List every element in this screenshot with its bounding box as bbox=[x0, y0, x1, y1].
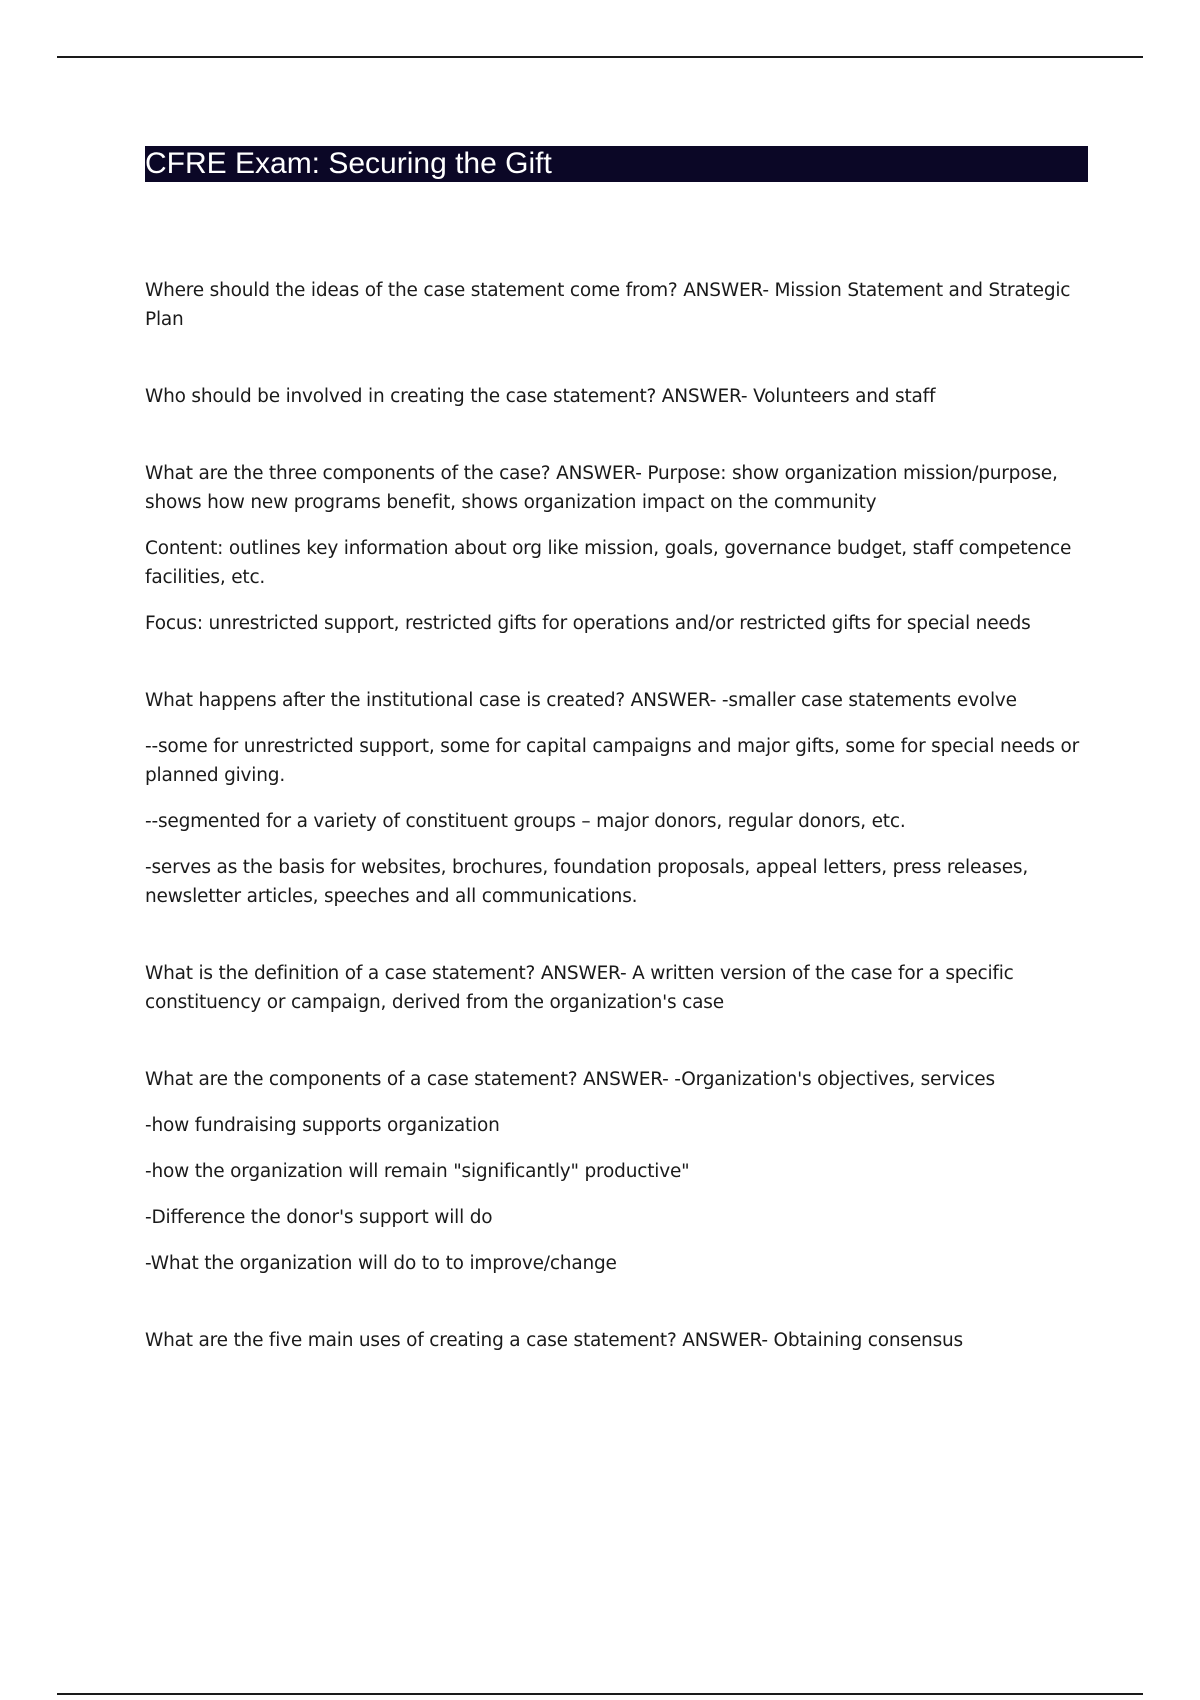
document-title: CFRE Exam: Securing the Gift bbox=[145, 146, 1088, 182]
qa-paragraph: Where should the ideas of the case statement come from? ANSWER- Mission Statement and Strategic Plan bbox=[145, 280, 1071, 330]
qa-paragraph: -Difference the donor's support will do bbox=[145, 1207, 493, 1228]
qa-item bbox=[145, 382, 1088, 411]
qa-paragraph: What are the components of a case statement? ANSWER- -Organization's objectives, services bbox=[145, 1069, 995, 1090]
qa-item bbox=[145, 1065, 1088, 1278]
qa-paragraph: --segmented for a variety of constituent groups – major donors, regular donors, etc. bbox=[145, 811, 906, 832]
qa-list bbox=[145, 276, 1088, 1355]
qa-item bbox=[145, 459, 1088, 638]
qa-paragraph: --some for unrestricted support, some for capital campaigns and major gifts, some for special needs or planned giving. bbox=[145, 736, 1080, 786]
qa-item bbox=[145, 276, 1088, 334]
header-rule bbox=[57, 56, 1143, 58]
qa-paragraph: Content: outlines key information about org like mission, goals, governance budget, staff competence facilities, etc. bbox=[145, 538, 1072, 588]
qa-item bbox=[145, 959, 1088, 1017]
footer-rule bbox=[57, 1693, 1143, 1695]
qa-item bbox=[145, 1326, 1088, 1355]
document-body bbox=[145, 146, 1088, 1403]
qa-paragraph: Focus: unrestricted support, restricted gifts for operations and/or restricted gifts for special needs bbox=[145, 613, 1031, 634]
qa-paragraph: What happens after the institutional case is created? ANSWER- -smaller case statements evolve bbox=[145, 690, 1017, 711]
qa-paragraph: What are the five main uses of creating a case statement? ANSWER- Obtaining consensus bbox=[145, 1330, 963, 1351]
qa-paragraph: Who should be involved in creating the case statement? ANSWER- Volunteers and staff bbox=[145, 386, 936, 407]
qa-paragraph: -What the organization will do to to improve/change bbox=[145, 1253, 617, 1274]
qa-paragraph: What is the definition of a case statement? ANSWER- A written version of the case for a specific constituency or campaign, derived from the organization's case bbox=[145, 963, 1014, 1013]
qa-paragraph: -how fundraising supports organization bbox=[145, 1115, 500, 1136]
qa-item bbox=[145, 686, 1088, 911]
qa-paragraph: -how the organization will remain "significantly" productive" bbox=[145, 1161, 690, 1182]
qa-paragraph: What are the three components of the case? ANSWER- Purpose: show organization mission/purpose, shows how new programs benefit, shows organization impact on the community bbox=[145, 463, 1058, 513]
qa-paragraph: -serves as the basis for websites, brochures, foundation proposals, appeal letters, press releases, newsletter articles, speeches and all communications. bbox=[145, 857, 1029, 907]
